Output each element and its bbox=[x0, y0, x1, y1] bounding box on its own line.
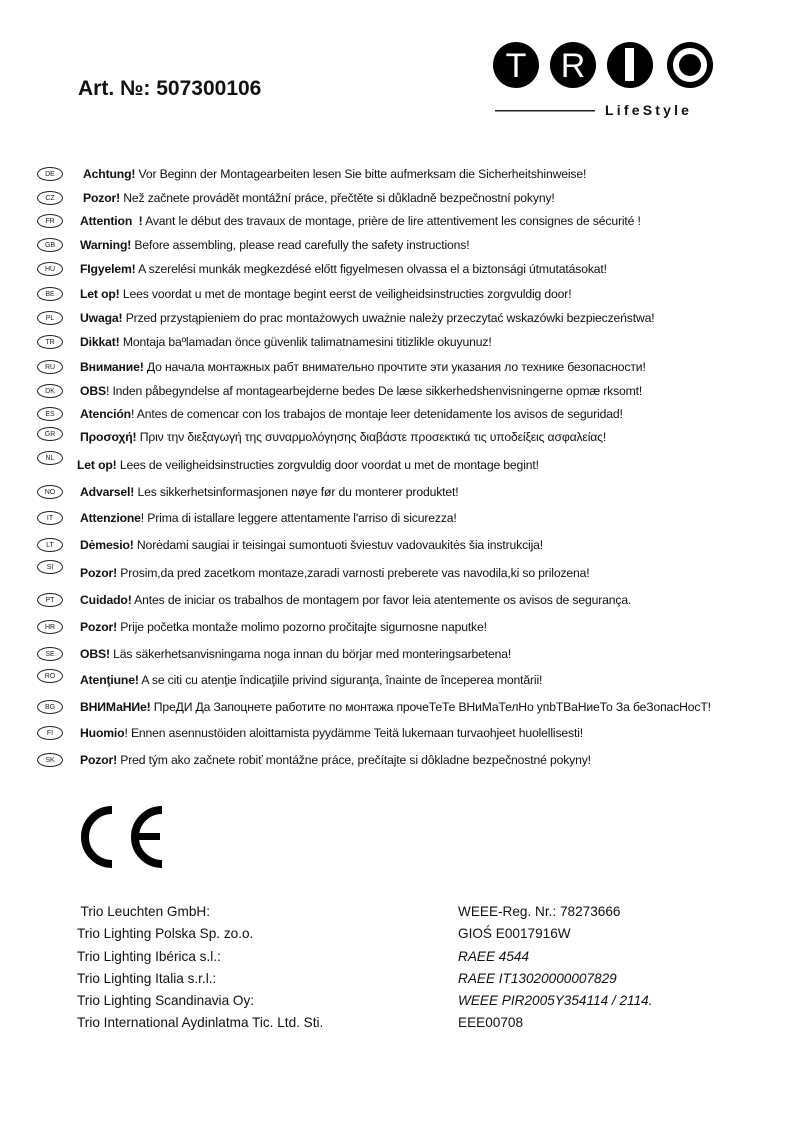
warning-text bbox=[80, 620, 487, 634]
warning-text bbox=[80, 214, 641, 228]
warning-text bbox=[80, 673, 542, 687]
language-badge: SE bbox=[37, 647, 63, 661]
company-names bbox=[77, 901, 323, 1035]
warning-text bbox=[80, 407, 623, 421]
warning-body: Avant le début des travaux de montage, prière de lire attentivement les consignes de sécurité ! bbox=[142, 214, 641, 228]
warning-text bbox=[80, 511, 457, 525]
language-badge: PT bbox=[37, 593, 63, 607]
warning-lead: Внимание! bbox=[80, 360, 144, 374]
warning-text bbox=[80, 647, 511, 661]
warning-lead: Warning! bbox=[80, 238, 132, 252]
warning-lead: Cuidado! bbox=[80, 593, 132, 607]
warning-body: До начала монтажных рабт внимательно прочтите эти указания ло технике безопасности! bbox=[143, 360, 646, 374]
warning-text bbox=[80, 593, 631, 607]
language-badge: GB bbox=[37, 238, 63, 252]
language-badge: DK bbox=[37, 384, 63, 398]
company-name: Trio International Aydinlatma Tic. Ltd. Sti. bbox=[77, 1015, 324, 1031]
language-badge: FI bbox=[37, 726, 63, 740]
svg-text:T: T bbox=[505, 47, 527, 85]
company-name: Trio Lighting Scandinavia Oy: bbox=[77, 993, 255, 1009]
language-badge: FR bbox=[37, 214, 63, 228]
warning-body: A szerelési munkák megkezdésé előtt figyelmesen olvassa el a biztonsági útmutatásokat! bbox=[135, 262, 607, 276]
warning-lead: Atención bbox=[80, 407, 131, 421]
language-badge: SK bbox=[37, 753, 63, 767]
warning-text bbox=[80, 726, 583, 740]
warning-lead: Pozor! bbox=[80, 753, 118, 767]
warning-body: Lees voordat u met de montage begint eerst de veiligheidsinstructies zorgvuldig door! bbox=[119, 287, 572, 301]
warning-lead: Attention ! bbox=[80, 214, 143, 228]
warning-lead: OBS! bbox=[80, 647, 110, 661]
language-badge: DE bbox=[37, 167, 63, 181]
warning-lead: Προσοχή! bbox=[80, 430, 137, 444]
warning-body: Les sikkerhetsinformasjonen nøye før du monterer produktet! bbox=[134, 485, 459, 499]
registration-number: GIOŚ E0017916W bbox=[458, 926, 571, 942]
language-badge: PL bbox=[37, 311, 63, 325]
language-badge: TR bbox=[37, 335, 63, 349]
warning-lead: Attenzione bbox=[80, 511, 141, 525]
language-badge: BG bbox=[37, 700, 63, 714]
warning-body: Läs säkerhetsanvisningama noga innan du börjar med monteringsarbetena! bbox=[109, 647, 512, 661]
svg-text:R: R bbox=[560, 47, 586, 85]
warning-text bbox=[80, 311, 654, 325]
language-badge: NL bbox=[37, 451, 63, 465]
warning-text bbox=[80, 360, 646, 374]
warning-body: Prosim,da pred zacetkom montaze,zaradi varnosti preberete vas navodila,ki so prilozena! bbox=[117, 566, 590, 580]
warning-body: Przed przystąpieniem do prac montażowych uważnie należy przeczytać wskazówki bezpieczeństwa! bbox=[122, 311, 655, 325]
warning-text bbox=[80, 700, 711, 714]
warning-lead: Advarsel! bbox=[80, 485, 135, 499]
registration-number: WEEE PIR2005Y354114 / 2114. bbox=[458, 993, 653, 1009]
warning-text bbox=[77, 458, 539, 472]
company-name: Trio Lighting Italia s.r.l.: bbox=[77, 970, 217, 986]
warning-lead: Uwaga! bbox=[80, 311, 123, 325]
warning-lead: Huomio bbox=[80, 726, 125, 740]
warning-lead: Pozor! bbox=[80, 620, 118, 634]
warning-lead: Let op! bbox=[80, 287, 120, 301]
svg-text:LifeStyle: LifeStyle bbox=[605, 102, 693, 118]
warning-body: ! Antes de comencar con los trabajos de montaje leer detenidamente los avisos de seguridad! bbox=[130, 407, 623, 421]
company-name: Trio Lighting Ibérica s.l.: bbox=[77, 948, 221, 964]
warning-body: Before assembling, please read carefully the safety instructions! bbox=[131, 238, 470, 252]
warning-lead: Dėmesio! bbox=[80, 538, 134, 552]
warning-text bbox=[80, 287, 571, 301]
registration-number: WEEE-Reg. Nr.: 78273666 bbox=[458, 904, 621, 919]
language-badge: SI bbox=[37, 560, 63, 574]
warning-body: Antes de iniciar os trabalhos de montagem por favor leia atentemente os avisos de segurança. bbox=[131, 593, 632, 607]
warning-body: Montaja baºlamadan önce güvenlik talimatnamesini titizlikle okuyunuz! bbox=[119, 335, 492, 349]
registration-number: RAEE IT13020000007829 bbox=[458, 970, 617, 986]
warning-lead: OBS bbox=[80, 384, 106, 398]
article-number-title: Art. №: 507300106 bbox=[78, 77, 262, 100]
warning-text bbox=[83, 191, 555, 205]
warning-body: A se citi cu atenţie îndicaţiile privind siguranţa, înainte de începerea montării! bbox=[138, 673, 543, 687]
warning-lead: Let op! bbox=[77, 458, 117, 472]
warning-text bbox=[80, 262, 607, 276]
warning-body: ! Inden påbegyndelse af montagearbejderne bedes De læse sikkerhedshenvisningerne opmæ rksomt! bbox=[105, 384, 643, 398]
language-badge: RU bbox=[37, 360, 63, 374]
warning-lead: Achtung! bbox=[83, 167, 136, 181]
warning-body: Pred tým ako začnete robiť montážne práce, prečítajte si dôkladne bezpečnostné pokyny! bbox=[117, 753, 591, 767]
registration-number: RAEE 4544 bbox=[458, 948, 530, 964]
warning-body: ! Prima di istallare leggere attentamente l'arriso di sicurezza! bbox=[140, 511, 457, 525]
company-name: Trio Leuchten GmbH: bbox=[77, 904, 210, 919]
warning-text bbox=[80, 238, 469, 252]
language-badge: NO bbox=[37, 485, 63, 499]
warning-text bbox=[83, 167, 586, 181]
language-badge: CZ bbox=[37, 191, 63, 205]
warning-body: ! Ennen asennustöiden aloittamista pyydämme Teitä lukemaan turvaohjeet huolellisesti! bbox=[124, 726, 584, 740]
warning-body: Lees de veiligheidsinstructies zorgvuldig door voordat u met de montage begint! bbox=[116, 458, 539, 472]
language-badge: GR bbox=[37, 427, 63, 441]
warning-text bbox=[80, 335, 492, 349]
warning-text bbox=[80, 384, 642, 398]
warning-text bbox=[80, 566, 590, 580]
trio-lifestyle-logo bbox=[490, 40, 720, 122]
warning-lead: Atenţiune! bbox=[80, 673, 139, 687]
warning-text bbox=[80, 538, 543, 552]
warning-body: Πριν την διεξαγωγή της συναρμολόγησης διαβάστε προσεκτικά τις υποδείξεις ασφαλείας! bbox=[136, 430, 607, 444]
warning-lead: Dikkat! bbox=[80, 335, 120, 349]
registration-number: EEE00708 bbox=[458, 1015, 524, 1031]
warning-body: Vor Beginn der Montagearbeiten lesen Sie bitte aufmerksam die Sicherheitshinweise! bbox=[135, 167, 587, 181]
warning-lead: Pozor! bbox=[80, 566, 118, 580]
language-badge: HU bbox=[37, 262, 63, 276]
language-badge: IT bbox=[37, 511, 63, 525]
warning-text bbox=[80, 753, 591, 767]
warning-body: ПреДИ Да Запоцнете работите по монтажа прочеТеТе ВНиМаТелНо упbТВаНиеТо За беЗопасНосТ! bbox=[150, 700, 711, 714]
language-badge: ES bbox=[37, 407, 63, 421]
warning-body: Prije početka montaže molimo pozorno pročitajte sigurnosne naputke! bbox=[117, 620, 487, 634]
language-badge: HR bbox=[37, 620, 63, 634]
warning-body: Norėdami saugiai ir teisingai sumontuoti šviestuv vadovaukitės šia instrukcija! bbox=[133, 538, 544, 552]
warning-text bbox=[80, 485, 458, 499]
warning-lead: FIgyelem! bbox=[80, 262, 136, 276]
warning-lead: ВНИМаНИе! bbox=[80, 700, 151, 714]
language-badge: RO bbox=[37, 669, 63, 683]
warning-text bbox=[80, 430, 606, 444]
language-badge: LT bbox=[37, 538, 63, 552]
language-badge: BE bbox=[37, 287, 63, 301]
ce-mark-icon bbox=[74, 806, 166, 868]
weee-registrations bbox=[458, 901, 652, 1035]
company-name: Trio Lighting Polska Sp. zo.o. bbox=[77, 926, 254, 942]
warning-body: Než začnete provádět montážní práce, přečtěte si důkladně bezpečnostní pokyny! bbox=[120, 191, 555, 205]
warning-lead: Pozor! bbox=[83, 191, 121, 205]
